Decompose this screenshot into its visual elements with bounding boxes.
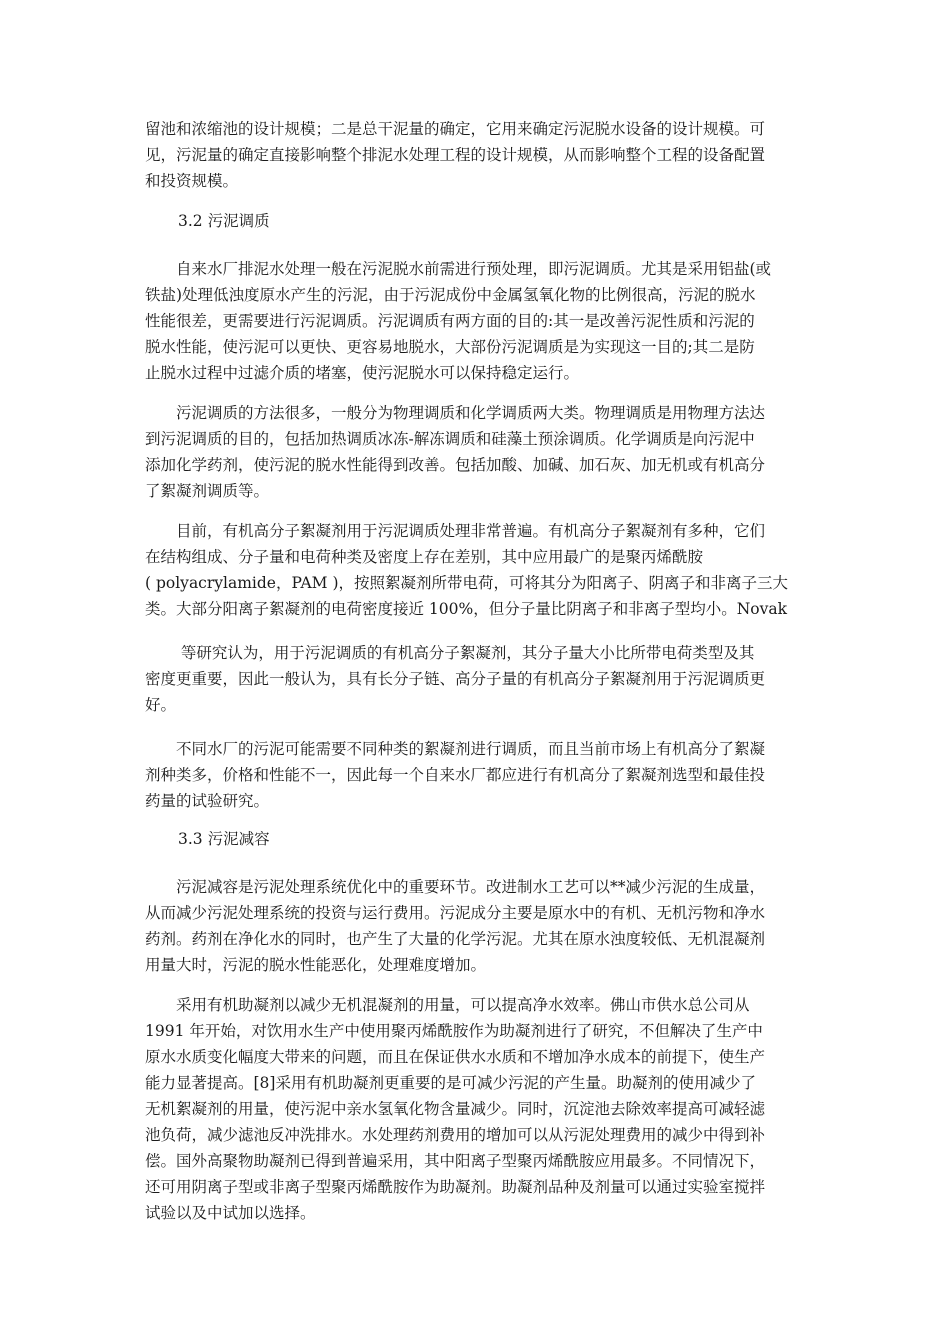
text-line: 试验以及中试加以选择。 [145, 1204, 316, 1222]
text-line: 从而减少污泥处理系统的投资与运行费用。污泥成分主要是原水中的有机、无机污物和净水 [145, 904, 766, 922]
text-line: 见，污泥量的确定直接影响整个排泥水处理工程的设计规模，从而影响整个工程的设备配置 [145, 146, 766, 164]
text-line: 等研究认为，用于污泥调质的有机高分子絮凝剂，其分子量大小比所带电荷类型及其 [145, 644, 755, 662]
text-line: ( polyacrylamide，PAM )，按照絮凝剂所带电荷，可将其分为阳离子、阴离子和非离子三大 [145, 574, 789, 592]
text-line: 好。 [145, 696, 177, 714]
text-line: 池负荷，减少滤池反冲洗排水。水处理药剂费用的增加可以从污泥处理费用的减少中得到补 [145, 1126, 766, 1144]
text-line: 药剂。药剂在净化水的同时，也产生了大量的化学污泥。尤其在原水浊度较低、无机混凝剂 [145, 930, 766, 948]
text-line: 原水水质变化幅度大带来的问题，而且在保证供水水质和不增加净水成本的前提下，使生产 [145, 1048, 766, 1066]
paragraph-sludge-conditioning-intro [145, 256, 813, 386]
text-line: 留池和浓缩池的设计规模；二是总干泥量的确定，它用来确定污泥脱水设备的设计规模。可 [145, 120, 766, 138]
paragraph-flocculant-selection [145, 736, 813, 814]
text-line: 添加化学药剂，使污泥的脱水性能得到改善。包括加酸、加碱、加石灰、加无机或有机高分 [145, 456, 766, 474]
paragraph-novak-research [145, 640, 813, 718]
paragraph-organic-flocculants [145, 518, 813, 622]
text-line: 用量大时，污泥的脱水性能恶化，处理难度增加。 [145, 956, 487, 974]
text-line: 脱水性能，使污泥可以更快、更容易地脱水，大部份污泥调质是为实现这一目的;其二是防 [145, 338, 755, 356]
paragraph-coagulant-aids [145, 992, 813, 1226]
paragraph-conditioning-methods [145, 400, 813, 504]
text-line: 和投资规模。 [145, 172, 239, 190]
text-line: 1991 年开始，对饮用水生产中使用聚丙烯酰胺作为助凝剂进行了研究，不但解决了生产中 [145, 1022, 763, 1040]
text-line: 污泥调质的方法很多，一般分为物理调质和化学调质两大类。物理调质是用物理方法达 [145, 404, 766, 422]
text-line: 目前，有机高分子絮凝剂用于污泥调质处理非常普遍。有机高分子絮凝剂有多种，它们 [145, 522, 766, 540]
text-line: 污泥减容是污泥处理系统优化中的重要环节。改进制水工艺可以**减少污泥的生成量， [145, 878, 766, 896]
text-line: 剂种类多，价格和性能不一，因此每一个自来水厂都应进行有机高分了絮凝剂选型和最佳投 [145, 766, 766, 784]
text-line: 自来水厂排泥水处理一般在污泥脱水前需进行预处理，即污泥调质。尤其是采用铝盐(或 [145, 260, 772, 278]
text-line: 药量的试验研究。 [145, 792, 270, 810]
text-line: 无机絮凝剂的用量，使污泥中亲水氢氧化物含量减少。同时，沉淀池去除效率提高可减轻滤 [145, 1100, 766, 1118]
section-heading-3-3: 3.3 污泥减容 [178, 830, 270, 848]
text-line: 不同水厂的污泥可能需要不同种类的絮凝剂进行调质，而且当前市场上有机高分了絮凝 [145, 740, 766, 758]
text-line: 能力显著提高。[8]采用有机助凝剂更重要的是可减少污泥的产生量。助凝剂的使用减少了 [145, 1074, 756, 1092]
text-line: 性能很差，更需要进行污泥调质。污泥调质有两方面的目的:其一是改善污泥性质和污泥的 [145, 312, 755, 330]
section-heading-3-2: 3.2 污泥调质 [178, 212, 270, 230]
text-line: 采用有机助凝剂以减少无机混凝剂的用量，可以提高净水效率。佛山市供水总公司从 [145, 996, 750, 1014]
text-line: 密度更重要，因此一般认为，具有长分子链、高分子量的有机高分子絮凝剂用于污泥调质更 [145, 670, 766, 688]
text-line: 在结构组成、分子量和电荷种类及密度上存在差别，其中应用最广的是聚丙烯酰胺 [145, 548, 704, 566]
text-line: 了絮凝剂调质等。 [145, 482, 270, 500]
paragraph-sludge-reduction [145, 874, 813, 978]
text-line: 还可用阴离子型或非离子型聚丙烯酰胺作为助凝剂。助凝剂品种及剂量可以通过实验室搅拌 [145, 1178, 766, 1196]
text-line: 铁盐)处理低浊度原水产生的污泥，由于污泥成份中金属氢氧化物的比例很高，污泥的脱水 [145, 286, 756, 304]
text-line: 类。大部分阳离子絮凝剂的电荷密度接近 100%，但分子量比阴离子和非离子型均小。Novak [145, 600, 788, 618]
text-line: 止脱水过程中过滤介质的堵塞，使污泥脱水可以保持稳定运行。 [145, 364, 580, 382]
paragraph-intro-continued [145, 116, 813, 194]
text-line: 到污泥调质的目的，包括加热调质冰冻-解冻调质和硅藻土预涂调质。化学调质是向污泥中 [145, 430, 755, 448]
text-line: 偿。国外高聚物助凝剂已得到普遍采用，其中阳离子型聚丙烯酰胺应用最多。不同情况下， [145, 1152, 766, 1170]
